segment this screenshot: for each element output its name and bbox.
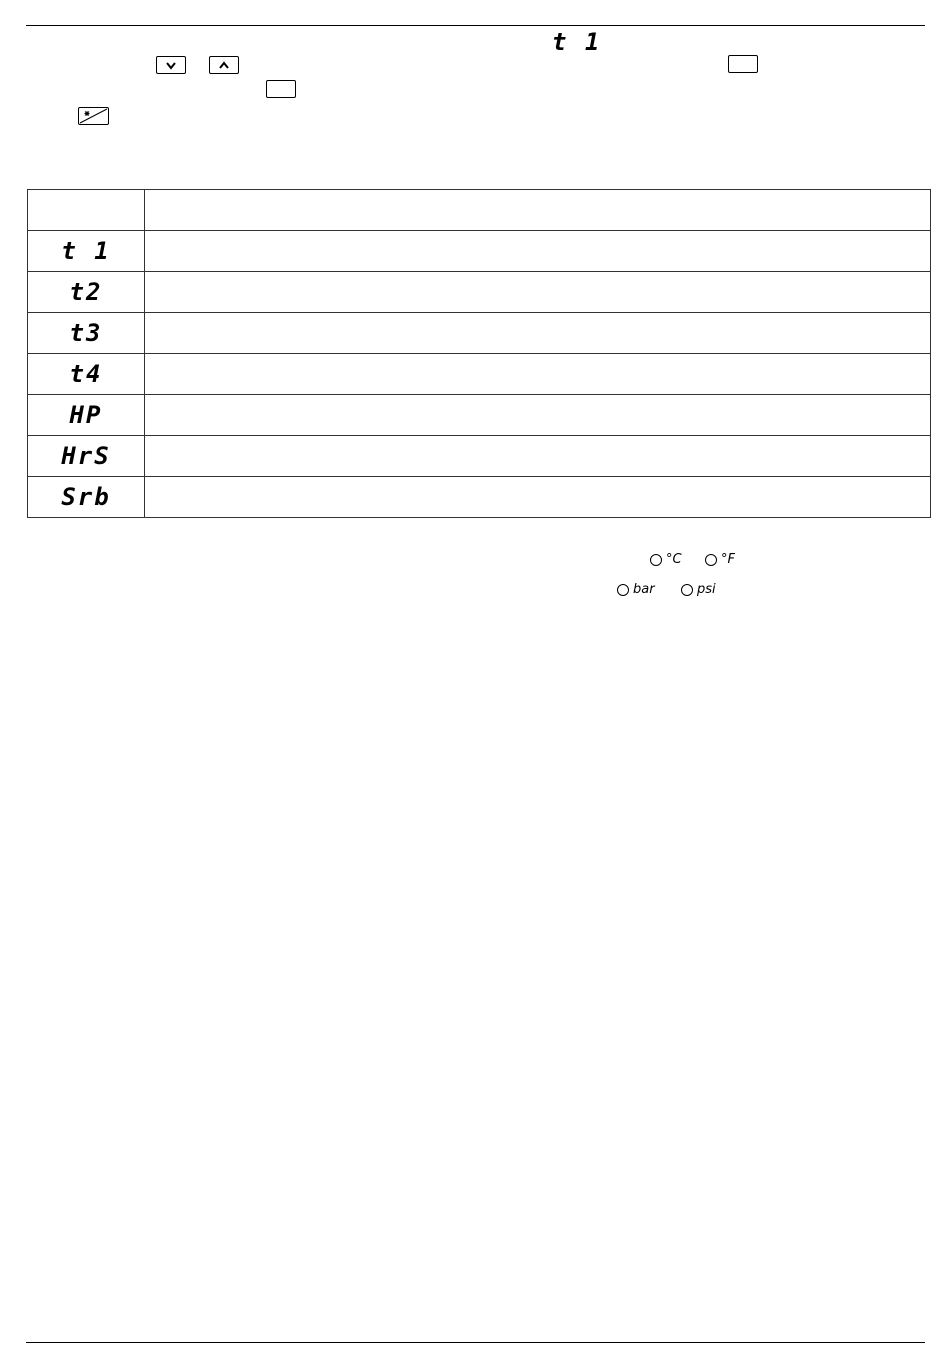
led-circle-icon [650,554,662,566]
table-header-code [28,190,145,231]
table-row [28,272,931,313]
row-desc [145,354,931,395]
up-key-button[interactable] [209,56,239,74]
parameter-table [27,189,931,518]
indicator-label: °F [721,552,735,567]
indicator-label: °C [666,552,682,567]
row-desc [145,436,931,477]
table-row [28,313,931,354]
table-row [28,395,931,436]
table-row [28,477,931,518]
enter-key-button[interactable] [266,80,296,98]
led-circle-icon [617,584,629,596]
row-code-hrs: HrS [28,436,145,477]
display-code-t1: t 1 [552,28,602,56]
row-desc [145,477,931,518]
row-desc [145,272,931,313]
down-arrow-icon [165,61,177,70]
indicator-label: psi [697,582,716,597]
row-code-t3: t3 [28,313,145,354]
indicator-label: bar [633,582,655,597]
table-row [28,231,931,272]
row-desc [145,231,931,272]
row-code-t1: t 1 [28,231,145,272]
down-key-button[interactable] [156,56,186,74]
indicator-celsius [650,552,682,567]
row-code-hp: HP [28,395,145,436]
led-circle-icon [705,554,717,566]
led-circle-icon [681,584,693,596]
indicator-bar [617,582,655,597]
table-header-desc [145,190,931,231]
row-code-srb: Srb [28,477,145,518]
table-row [28,436,931,477]
row-desc [145,395,931,436]
defrost-icon [79,108,108,124]
table-row [28,354,931,395]
up-arrow-icon [218,61,230,70]
row-code-t2: t2 [28,272,145,313]
set-key-button[interactable] [728,55,758,73]
defrost-key-button[interactable] [78,107,109,125]
top-rule [26,25,925,26]
indicator-fahrenheit [705,552,735,567]
row-code-t4: t4 [28,354,145,395]
table-header-row [28,190,931,231]
bottom-rule [26,1342,925,1343]
indicator-psi [681,582,716,597]
row-desc [145,313,931,354]
